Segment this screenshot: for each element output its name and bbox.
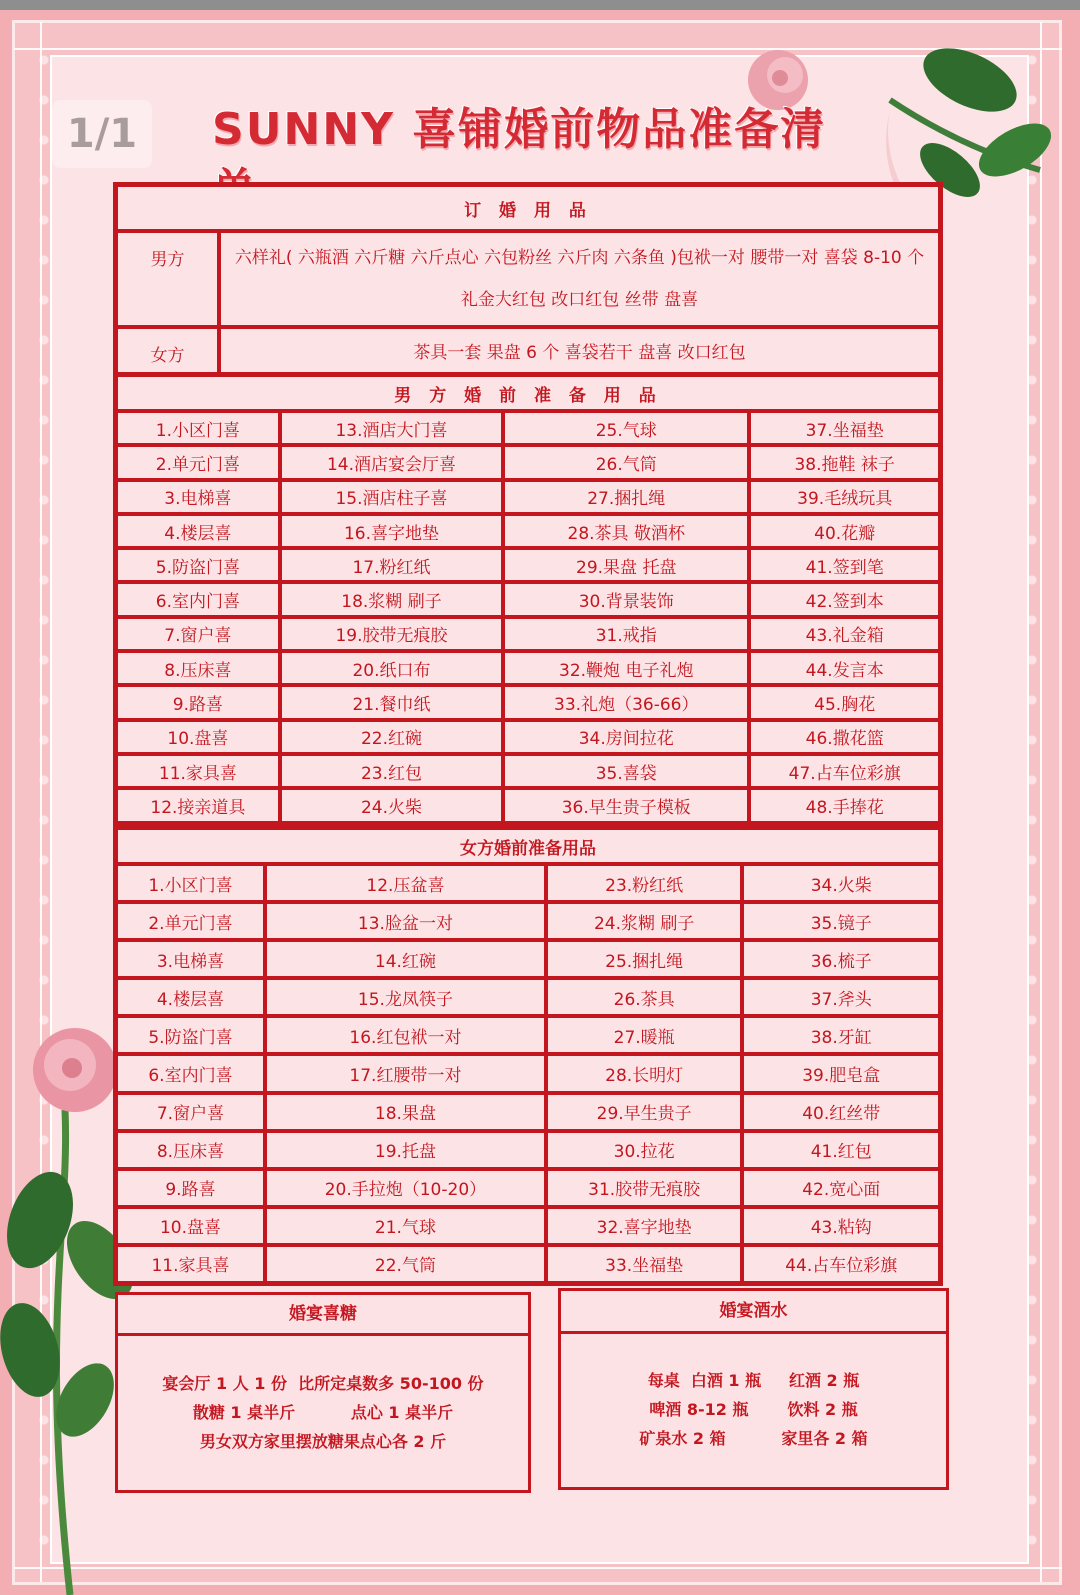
- table-cell: 20.手拉炮（10-20）: [265, 1169, 546, 1207]
- table-cell: 32.喜字地垫: [546, 1207, 743, 1245]
- table-row: [116, 1245, 940, 1283]
- wedding-candy-header: 婚宴喜糖: [118, 1295, 528, 1336]
- table-cell: 44.占车位彩旗: [742, 1245, 940, 1283]
- wedding-drinks-line: 啤酒 8-12 瓶 饮料 2 瓶: [649, 1400, 858, 1419]
- table-cell: 16.红包袱一对: [265, 1016, 546, 1054]
- table-row: [116, 685, 940, 719]
- table-cell: 8.压床喜: [116, 651, 280, 685]
- table-cell: 29.果盘 托盘: [503, 548, 749, 582]
- table-cell: 25.捆扎绳: [546, 940, 743, 978]
- table-row: [116, 480, 940, 514]
- table-cell: 36.早生贵子模板: [503, 788, 749, 822]
- table-row: [116, 1054, 940, 1092]
- table-cell: 43.礼金箱: [749, 617, 940, 651]
- table-cell: 41.签到笔: [749, 548, 940, 582]
- table-cell: 34.火柴: [742, 864, 940, 902]
- table-cell: 21.气球: [265, 1207, 546, 1245]
- table-row: [116, 411, 940, 445]
- table-cell: 14.红碗: [265, 940, 546, 978]
- table-cell: 17.粉红纸: [280, 548, 503, 582]
- table-cell: 15.酒店柱子喜: [280, 480, 503, 514]
- table-cell: 18.浆糊 刷子: [280, 582, 503, 616]
- table-cell: 40.花瓣: [749, 514, 940, 548]
- table-cell: 35.喜袋: [503, 754, 749, 788]
- table-cell: 37.坐福垫: [749, 411, 940, 445]
- engagement-header: 订 婚 用 品: [116, 185, 940, 231]
- table-row: [116, 1093, 940, 1131]
- table-cell: 19.胶带无痕胶: [280, 617, 503, 651]
- table-cell: 38.拖鞋 袜子: [749, 445, 940, 479]
- table-cell: 12.压盆喜: [265, 864, 546, 902]
- table-cell: 7.窗户喜: [116, 617, 280, 651]
- table-row: [116, 1207, 940, 1245]
- table-cell: 45.胸花: [749, 685, 940, 719]
- table-cell: 10.盘喜: [116, 720, 280, 754]
- table-cell: 11.家具喜: [116, 1245, 265, 1283]
- table-cell: 13.脸盆一对: [265, 902, 546, 940]
- table-row: [116, 720, 940, 754]
- table-cell: 33.坐福垫: [546, 1245, 743, 1283]
- page-title: SUNNY 喜铺婚前物品准备清: [212, 104, 827, 155]
- bride-label: 女方: [116, 327, 219, 379]
- table-row: [116, 651, 940, 685]
- table-row: [116, 1016, 940, 1054]
- wedding-drinks-box: [558, 1288, 949, 1490]
- table-row: [116, 902, 940, 940]
- table-cell: 48.手捧花: [749, 788, 940, 822]
- table-cell: 18.果盘: [265, 1093, 546, 1131]
- bride-prep-header: 女方婚前准备用品: [116, 828, 940, 864]
- table-cell: 25.气球: [503, 411, 749, 445]
- table-cell: 21.餐巾纸: [280, 685, 503, 719]
- table-cell: 24.火柴: [280, 788, 503, 822]
- table-cell: 29.早生贵子: [546, 1093, 743, 1131]
- table-cell: 15.龙凤筷子: [265, 978, 546, 1016]
- table-cell: 27.捆扎绳: [503, 480, 749, 514]
- table-cell: 8.压床喜: [116, 1131, 265, 1169]
- table-cell: 7.窗户喜: [116, 1093, 265, 1131]
- table-cell: 36.梳子: [742, 940, 940, 978]
- table-row: [116, 754, 940, 788]
- table-cell: 31.胶带无痕胶: [546, 1169, 743, 1207]
- table-cell: 6.室内门喜: [116, 582, 280, 616]
- table-cell: 42.宽心面: [742, 1169, 940, 1207]
- wedding-candy-body: [118, 1336, 528, 1456]
- wedding-candy-line: 散糖 1 桌半斤 点心 1 桌半斤: [192, 1403, 454, 1422]
- wedding-candy-line: 宴会厅 1 人 1 份 比所定桌数多 50-100 份: [162, 1374, 484, 1393]
- table-cell: 5.防盗门喜: [116, 1016, 265, 1054]
- table-cell: 30.背景装饰: [503, 582, 749, 616]
- table-cell: 41.红包: [742, 1131, 940, 1169]
- table-row: [116, 788, 940, 822]
- bride-engagement-items: 茶具一套 果盘 6 个 喜袋若干 盘喜 改口红包: [219, 327, 940, 379]
- table-cell: 22.红碗: [280, 720, 503, 754]
- wedding-drinks-header: 婚宴酒水: [561, 1291, 946, 1334]
- table-cell: 9.路喜: [116, 1169, 265, 1207]
- wedding-candy-line: 男女双方家里摆放糖果点心各 2 斤: [199, 1432, 447, 1451]
- table-row: [116, 445, 940, 479]
- table-row: [116, 940, 940, 978]
- table-cell: 47.占车位彩旗: [749, 754, 940, 788]
- top-status-strip: [0, 0, 1080, 10]
- wedding-drinks-body: [561, 1334, 946, 1453]
- groom-prep-table: [113, 372, 943, 826]
- table-row: [116, 1131, 940, 1169]
- wedding-drinks-line: 每桌 白酒 1 瓶 红酒 2 瓶: [647, 1371, 860, 1390]
- table-cell: 42.签到本: [749, 582, 940, 616]
- groom-engagement-items: 六样礼( 六瓶酒 六斤糖 六斤点心 六包粉丝 六斤肉 六条鱼 )包袱一对 腰带一对 喜袋 8-10 个 礼金大红包 改口红包 丝带 盘喜: [219, 231, 940, 327]
- table-cell: 33.礼炮（36-66）: [503, 685, 749, 719]
- table-cell: 39.毛绒玩具: [749, 480, 940, 514]
- table-cell: 37.斧头: [742, 978, 940, 1016]
- table-cell: 32.鞭炮 电子礼炮: [503, 651, 749, 685]
- table-cell: 31.戒指: [503, 617, 749, 651]
- table-row: [116, 864, 940, 902]
- bride-prep-table: [113, 825, 943, 1286]
- table-cell: 1.小区门喜: [116, 864, 265, 902]
- table-cell: 3.电梯喜: [116, 940, 265, 978]
- table-row: [116, 617, 940, 651]
- table-cell: 20.纸口布: [280, 651, 503, 685]
- table-cell: 11.家具喜: [116, 754, 280, 788]
- table-cell: 2.单元门喜: [116, 445, 280, 479]
- table-cell: 46.撒花篮: [749, 720, 940, 754]
- table-row: [116, 514, 940, 548]
- table-cell: 28.长明灯: [546, 1054, 743, 1092]
- groom-label: 男方: [116, 231, 219, 327]
- table-cell: 24.浆糊 刷子: [546, 902, 743, 940]
- table-cell: 1.小区门喜: [116, 411, 280, 445]
- table-cell: 35.镜子: [742, 902, 940, 940]
- table-cell: 39.肥皂盒: [742, 1054, 940, 1092]
- table-cell: 13.酒店大门喜: [280, 411, 503, 445]
- table-cell: 28.茶具 敬酒杯: [503, 514, 749, 548]
- table-cell: 22.气筒: [265, 1245, 546, 1283]
- table-cell: 16.喜字地垫: [280, 514, 503, 548]
- table-cell: 14.酒店宴会厅喜: [280, 445, 503, 479]
- engagement-table: [113, 182, 943, 382]
- table-cell: 2.单元门喜: [116, 902, 265, 940]
- table-cell: 9.路喜: [116, 685, 280, 719]
- table-row: [116, 582, 940, 616]
- frame-line-bottom: [14, 1567, 1062, 1569]
- table-cell: 19.托盘: [265, 1131, 546, 1169]
- table-row: [116, 978, 940, 1016]
- wedding-drinks-line: 矿泉水 2 箱 家里各 2 箱: [639, 1429, 868, 1448]
- wedding-candy-box: [115, 1292, 531, 1493]
- table-cell: 30.拉花: [546, 1131, 743, 1169]
- table-cell: 40.红丝带: [742, 1093, 940, 1131]
- table-cell: 6.室内门喜: [116, 1054, 265, 1092]
- table-cell: 44.发言本: [749, 651, 940, 685]
- table-cell: 38.牙缸: [742, 1016, 940, 1054]
- table-cell: 3.电梯喜: [116, 480, 280, 514]
- table-cell: 17.红腰带一对: [265, 1054, 546, 1092]
- table-row: [116, 548, 940, 582]
- table-cell: 27.暖瓶: [546, 1016, 743, 1054]
- table-cell: 34.房间拉花: [503, 720, 749, 754]
- table-row: [116, 1169, 940, 1207]
- table-cell: 26.气筒: [503, 445, 749, 479]
- table-cell: 23.红包: [280, 754, 503, 788]
- table-cell: 43.粘钩: [742, 1207, 940, 1245]
- table-cell: 5.防盗门喜: [116, 548, 280, 582]
- table-cell: 12.接亲道具: [116, 788, 280, 822]
- table-cell: 4.楼层喜: [116, 978, 265, 1016]
- page-indicator: 1/1: [52, 100, 152, 168]
- table-cell: 23.粉红纸: [546, 864, 743, 902]
- table-cell: 10.盘喜: [116, 1207, 265, 1245]
- table-cell: 26.茶具: [546, 978, 743, 1016]
- table-cell: 4.楼层喜: [116, 514, 280, 548]
- groom-prep-header: 男 方 婚 前 准 备 用 品: [116, 375, 940, 411]
